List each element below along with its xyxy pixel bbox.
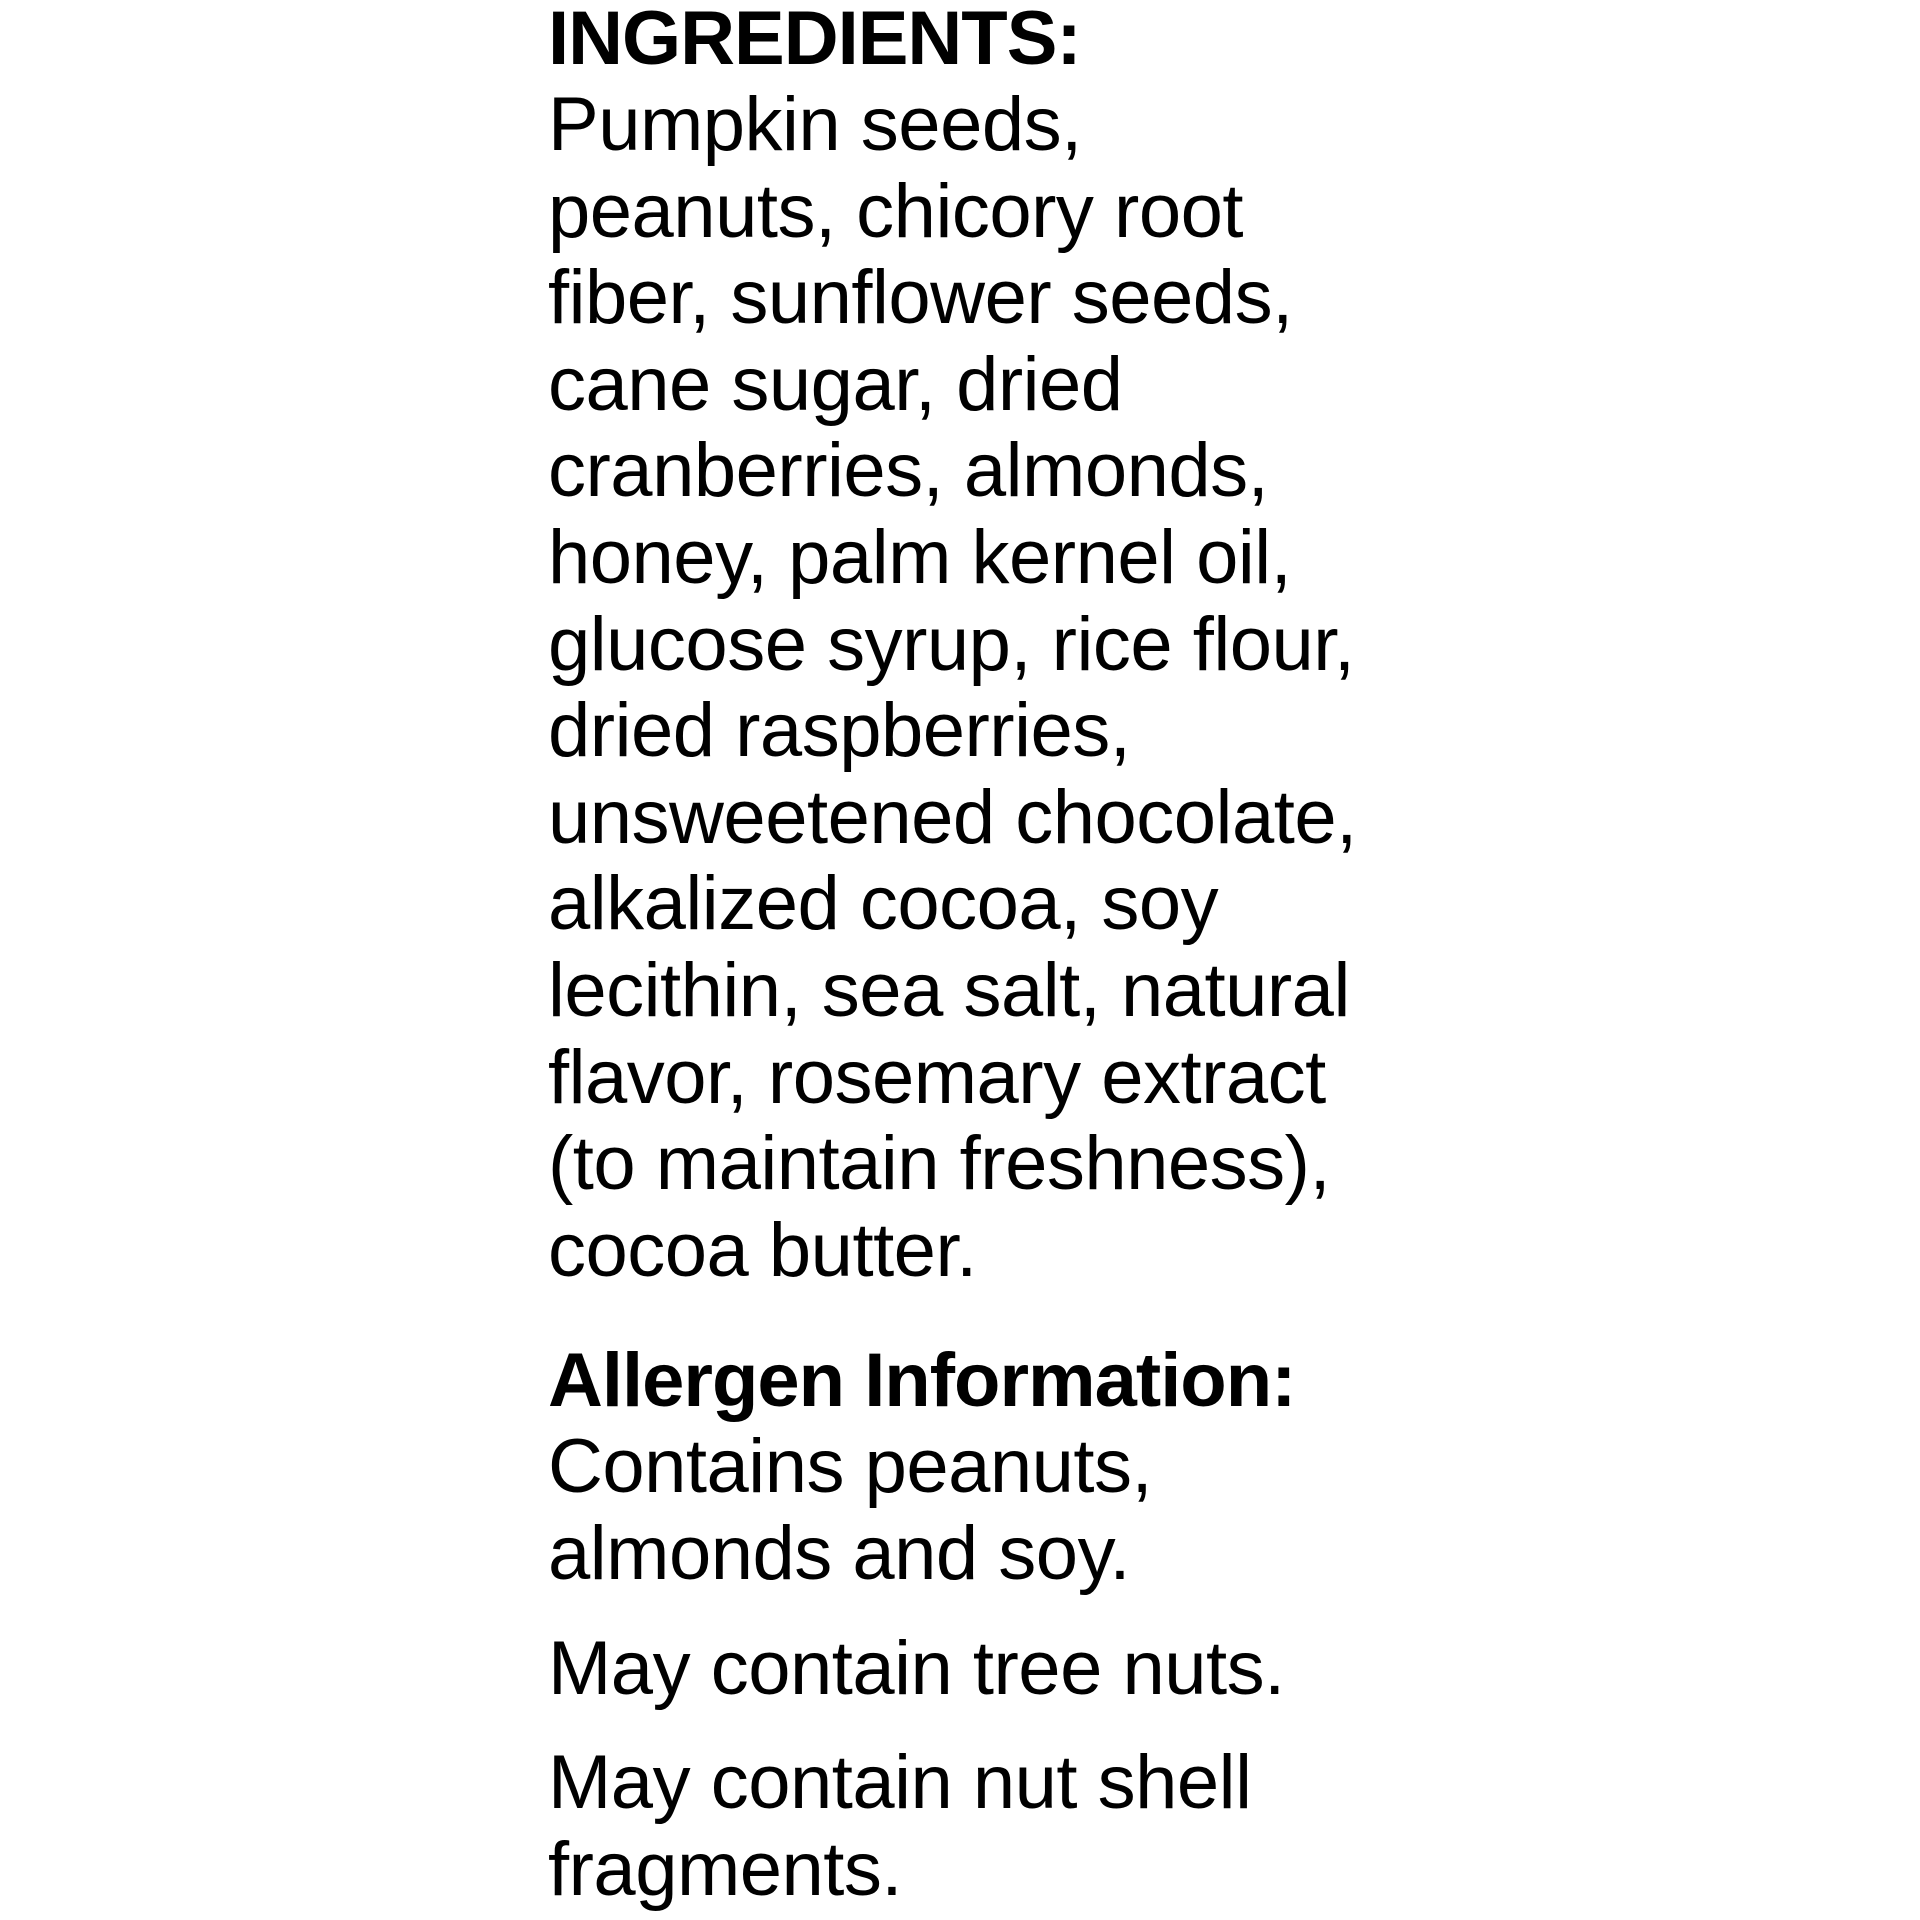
ingredients-line: dried raspberries, xyxy=(548,688,1131,774)
ingredients-line: fiber, sunflower seeds, xyxy=(548,255,1293,341)
ingredients-line: lecithin, sea salt, natural xyxy=(548,947,1350,1033)
may-contain-line: May contain tree nuts. xyxy=(548,1625,1285,1711)
ingredients-line: honey, palm kernel oil, xyxy=(548,514,1292,600)
allergen-section xyxy=(548,1338,1448,1913)
ingredients-line: Pumpkin seeds, xyxy=(548,82,1082,167)
may-contain-nut-shell xyxy=(548,1740,1448,1913)
may-contain-tree-nuts xyxy=(548,1626,1448,1713)
ingredients-line: flavor, rosemary extract xyxy=(548,1034,1326,1120)
ingredients-line: cocoa butter. xyxy=(548,1207,977,1293)
allergen-contains-line: almonds and soy. xyxy=(548,1510,1131,1596)
allergen-heading: Allergen Information: xyxy=(548,1338,1296,1424)
ingredients-line: cane sugar, dried xyxy=(548,341,1123,427)
ingredients-label-panel xyxy=(548,0,1448,1913)
ingredients-line: glucose syrup, rice flour, xyxy=(548,601,1355,687)
ingredients-line: (to maintain freshness), xyxy=(548,1121,1331,1207)
allergen-contains-line: Contains peanuts, xyxy=(548,1424,1153,1510)
ingredients-line: alkalized cocoa, soy xyxy=(548,861,1219,947)
may-contain-line: fragments. xyxy=(548,1826,903,1912)
ingredients-line: peanuts, chicory root xyxy=(548,168,1243,254)
ingredients-heading: INGREDIENTS: xyxy=(548,0,1081,81)
allergen-contains xyxy=(548,1424,1448,1597)
ingredients-line: unsweetened chocolate, xyxy=(548,774,1357,860)
may-contain-line: May contain nut shell xyxy=(548,1740,1252,1826)
ingredients-line: cranberries, almonds, xyxy=(548,428,1269,514)
ingredients-list xyxy=(548,82,1448,1294)
